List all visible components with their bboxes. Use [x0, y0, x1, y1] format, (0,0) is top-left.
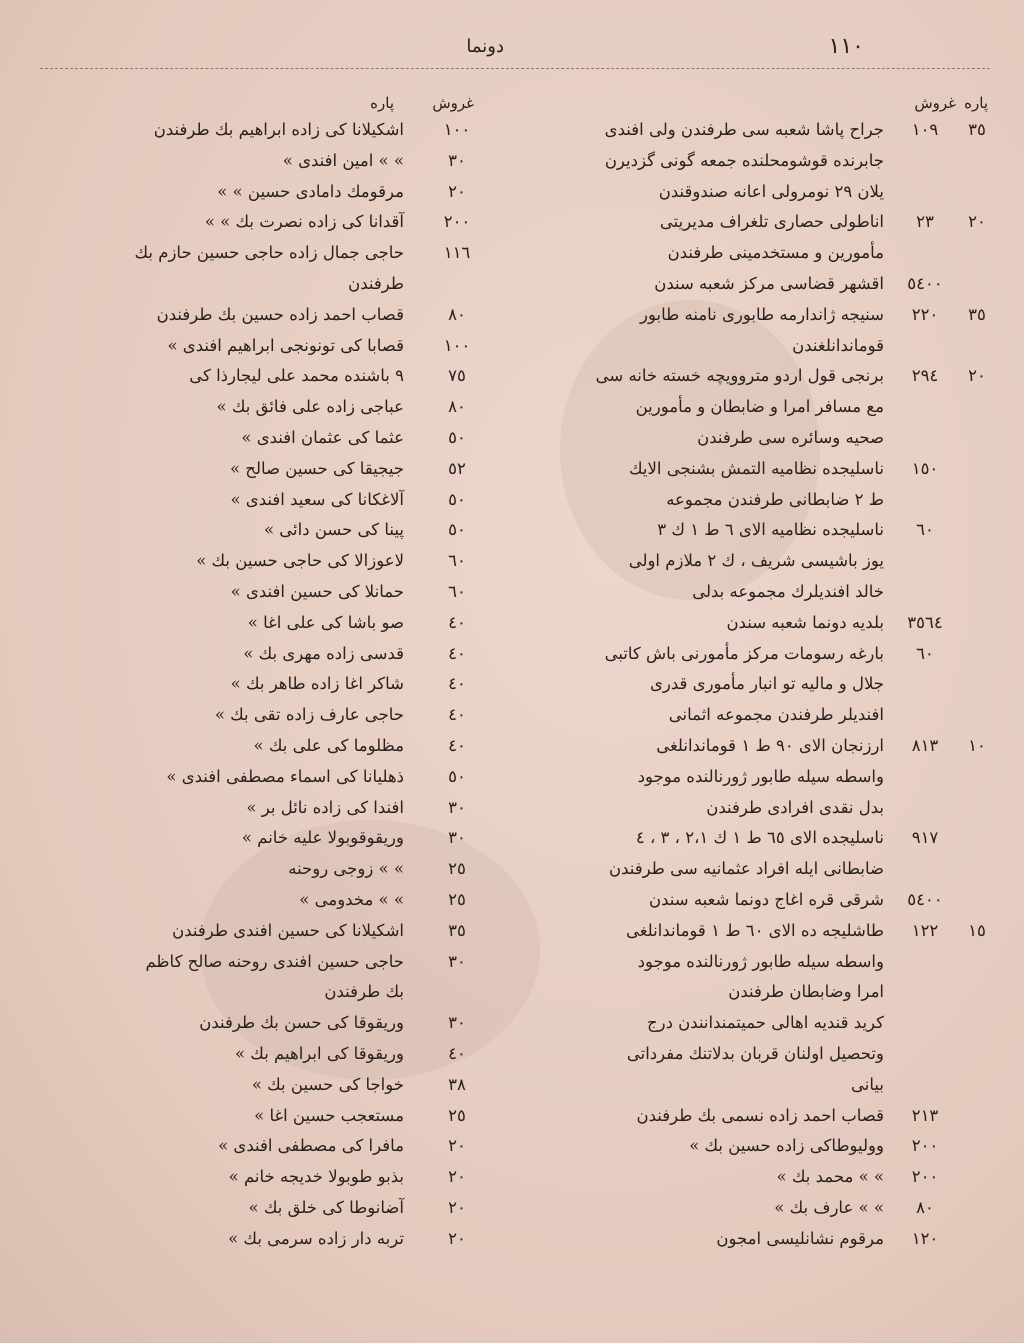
ghurush-amount: ٥٠ [448, 489, 466, 509]
donor-text: وریقوقا کی ابراهیم بك » [234, 1043, 404, 1063]
ledger-row [44, 826, 514, 857]
ghurush-amount: ٤٠ [448, 674, 466, 694]
donor-text: طرفندن [348, 273, 404, 293]
ledger-row [534, 1011, 994, 1042]
ghurush-amount: ٢٠ [448, 1167, 466, 1187]
ledger-row [44, 395, 514, 426]
ledger-row [44, 272, 514, 303]
ledger-row [44, 1165, 514, 1196]
donor-text: » » مخدومی » [299, 889, 404, 909]
ledger-row [534, 118, 994, 149]
ledger-row [534, 642, 994, 673]
page-number: ١١٠ [828, 34, 864, 59]
ledger-row [44, 457, 514, 488]
ghurush-amount: ٨٠ [448, 304, 466, 324]
ledger-row [534, 395, 994, 426]
ghurush-amount: ٢٠ [448, 181, 466, 201]
ghurush-amount: ٥٢ [448, 458, 466, 478]
ledger-row [534, 488, 994, 519]
donor-text: وریقوقا کی حسن بك طرفندن [199, 1013, 404, 1033]
ghurush-amount: ١٠٠ [443, 335, 471, 355]
ghurush-amount: ٢٥ [448, 859, 466, 879]
donor-text: قدسی زاده مهری بك » [243, 643, 404, 663]
ghurush-amount: ٣٥ [448, 920, 466, 940]
para-amount: ١٥ [968, 920, 986, 940]
ledger-row [44, 1104, 514, 1135]
ledger-row [534, 334, 994, 365]
ledger-row [534, 426, 994, 457]
donor-text: » » عارف بك » [774, 1197, 884, 1217]
ledger-row [44, 149, 514, 180]
ledger-row [534, 1227, 994, 1258]
ghurush-amount: ٢٢٠ [911, 304, 939, 324]
donor-text: قصاب احمد زاده نسمی بك طرفندن [636, 1105, 884, 1125]
ghurush-amount: ٤٠ [448, 643, 466, 663]
ghurush-amount: ١١٦ [443, 243, 471, 263]
ledger-row [44, 1134, 514, 1165]
ledger-row [44, 364, 514, 395]
donor-text: مافرا کی مصطفی افندی » [218, 1136, 404, 1156]
donor-text: آقدانا کی زاده نصرت بك » » [204, 212, 404, 232]
donor-text: وولیوطاکی زاده حسین بك » [689, 1136, 884, 1156]
ledger-row [534, 980, 994, 1011]
donor-text: ٩ باشنده محمد علی لیجارذا کی [189, 366, 404, 386]
donor-text: مرقوم نشانلیسی امجون [716, 1228, 884, 1248]
donor-text: آضانوطا کی خلق بك » [248, 1197, 404, 1217]
donor-text: مأمورین و مستخدمینی طرفندن [667, 243, 884, 263]
donor-text: » » امین افندی » [282, 150, 404, 170]
donor-text: واسطه سیله طابور ژورنالنده موجود [637, 951, 884, 971]
ledger-row [534, 1104, 994, 1135]
running-head: دونما [466, 36, 504, 57]
ledger-row [534, 796, 994, 827]
donor-text: بلدیه دونما شعبه سندن [726, 612, 884, 632]
ledger-row [534, 1165, 994, 1196]
ghurush-amount: ٢٥ [448, 889, 466, 909]
ghurush-amount: ٨١٣ [911, 735, 939, 755]
ledger-row [44, 642, 514, 673]
ledger-row [534, 303, 994, 334]
ledger-row [534, 826, 994, 857]
donor-text: وریقوقوبولا علیه خانم » [241, 828, 404, 848]
column-header [534, 94, 994, 118]
ghurush-amount: ٣٠ [448, 150, 466, 170]
ghurush-amount: ٥٠ [448, 427, 466, 447]
donor-text: یوز باشیسی شریف ، ك ٢ ملازم اولی [628, 551, 884, 571]
donor-text: مظلوما کی علی بك » [253, 735, 404, 755]
ledger-row [44, 549, 514, 580]
ledger-row [534, 919, 994, 950]
ghurush-heading: غروش [914, 94, 956, 112]
left-column [44, 94, 514, 1257]
donor-text: قصاب احمد زاده حسین بك طرفندن [156, 304, 404, 324]
ledger-row [534, 1073, 994, 1104]
ghurush-amount: ٢٠ [448, 1197, 466, 1217]
donor-text: صو باشا کی علی اغا » [247, 612, 404, 632]
ghurush-amount: ٣٨ [448, 1074, 466, 1094]
ledger-row [44, 118, 514, 149]
ledger-row [534, 272, 994, 303]
column-header [44, 94, 514, 118]
ledger-row [534, 950, 994, 981]
ledger-row [534, 1042, 994, 1073]
donor-text: حمانلا کی حسین افندی » [230, 581, 404, 601]
para-amount: ٣٥ [968, 304, 986, 324]
donor-text: ناسلیجده نظامیه الای ٦ ط ١ ك ٣ [657, 520, 884, 540]
ghurush-amount: ٢٠٠ [443, 212, 471, 232]
para-amount: ١٠ [968, 735, 986, 755]
donor-text: بدل نقدی افرادی طرفندن [706, 797, 884, 817]
donor-text: خالد افندیلرك مجموعه بدلی [692, 581, 884, 601]
donor-text: ارزنجان الای ٩٠ ط ١ قوماندانلغی [656, 735, 884, 755]
ledger-row [534, 703, 994, 734]
ledger-row [44, 303, 514, 334]
ghurush-amount: ١٠٩ [911, 120, 939, 139]
donor-text: بذبو طوبولا خدیجه خانم » [228, 1167, 404, 1187]
ledger-row [44, 703, 514, 734]
donor-text: شاکر اغا زاده طاهر بك » [230, 674, 404, 694]
donor-text: اناطولی حصاری تلغراف مدیریتی [659, 212, 884, 232]
ledger-row [534, 734, 994, 765]
ledger-row [44, 1042, 514, 1073]
ghurush-amount: ٣٠ [448, 1013, 466, 1033]
para-heading: پاره [370, 94, 394, 112]
ledger-row [44, 765, 514, 796]
ghurush-amount: ٧٥ [448, 366, 466, 386]
donor-text: سنیجه ژاندارمه طابوری نامنه طابور [640, 304, 884, 324]
ledger-row [44, 672, 514, 703]
donor-text: برنجی قول اردو متروویچه خسته خانه سی [595, 366, 884, 386]
donor-text: جلال و مالیه تو انبار مأموری قدری [650, 674, 884, 694]
donor-text: جابرنده قوشومحلنده جمعه گونی گزدیرن [604, 150, 884, 170]
ghurush-amount: ٣٠ [448, 951, 466, 971]
donor-text: حاجی جمال زاده حاجی حسین حازم بك [134, 243, 404, 263]
ledger-row [534, 149, 994, 180]
para-amount: ٢٠ [968, 212, 986, 232]
ghurush-amount: ٢١٣ [911, 1105, 939, 1125]
para-amount: ٢٠ [968, 366, 986, 386]
donor-text: لاعوزالا کی حاجی حسین بك » [196, 551, 404, 571]
donor-text: واسطه سیله طابور ژورنالنده موجود [637, 766, 884, 786]
ghurush-amount: ٢٠ [448, 1136, 466, 1156]
ledger-row [534, 364, 994, 395]
page-header [0, 34, 1024, 64]
ledger-row [534, 888, 994, 919]
ledger-row [44, 580, 514, 611]
donor-text: مع مسافر امرا و ضابطان و مأمورین [635, 397, 884, 417]
ghurush-amount: ٥٠ [448, 766, 466, 786]
ghurush-amount: ١٠٠ [443, 120, 471, 139]
ghurush-amount: ٢٥ [448, 1105, 466, 1125]
ghurush-amount: ٤٠ [448, 612, 466, 632]
ghurush-amount: ٢٣ [916, 212, 934, 232]
ledger-row [534, 518, 994, 549]
ghurush-amount: ٨٠ [448, 397, 466, 417]
ledger-row [44, 1011, 514, 1042]
donor-text: اشکیلانا کی حسین افندی طرفندن [172, 920, 404, 940]
ledger-row [44, 734, 514, 765]
ledger-row [44, 1073, 514, 1104]
ledger-row [534, 241, 994, 272]
ledger-row [44, 611, 514, 642]
donor-text: عباجی زاده علی فائق بك » [216, 397, 404, 417]
donor-text: شرقی قره اغاج دونما شعبه سندن [649, 889, 884, 909]
ghurush-amount: ٢٩٤ [911, 366, 939, 386]
ledger-row [44, 857, 514, 888]
donor-text: آلاغکانا کی سعید افندی » [230, 489, 404, 509]
donor-text: جیجیقا کی حسین صالح » [229, 458, 404, 478]
donor-text: » » محمد بك » [776, 1167, 884, 1187]
donor-text: ناسلیجده الای ٦٥ ط ١ ك ٢،١ ، ٣ ، ٤ [635, 828, 884, 848]
ledger-row [534, 580, 994, 611]
ledger-row [534, 549, 994, 580]
ghurush-amount: ٥٤٠٠ [907, 273, 943, 293]
donor-text: امرا وضابطان طرفندن [728, 982, 884, 1002]
donor-text: افندیلر طرفندن مجموعه اثمانی [668, 705, 884, 725]
donor-text: وتحصیل اولنان قربان بدلاتنك مفرداتی [626, 1043, 884, 1063]
ghurush-amount: ٤٠ [448, 735, 466, 755]
right-column [534, 94, 994, 1257]
ghurush-amount: ٤٠ [448, 705, 466, 725]
donor-text: خواجا کی حسین بك » [251, 1074, 404, 1094]
donor-text: بیانی [851, 1074, 884, 1094]
donor-text: ضابطانی ایله افراد عثمانیه سی طرفندن [608, 859, 884, 879]
donor-text: افندا کی زاده نائل بر » [246, 797, 404, 817]
ledger-row [534, 180, 994, 211]
ghurush-amount: ٣٠ [448, 797, 466, 817]
ghurush-amount: ٣٠ [448, 828, 466, 848]
ghurush-amount: ٢٠٠ [911, 1167, 939, 1187]
donor-text: ط ٢ ضابطانی طرفندن مجموعه [666, 489, 884, 509]
ghurush-amount: ٦٠ [916, 520, 934, 540]
ghurush-amount: ٢٠ [448, 1228, 466, 1248]
ledger-row [534, 210, 994, 241]
donor-text: يلان ٢٩ نومرولی اعانه صندوقندن [658, 181, 884, 201]
donor-text: اشکیلانا کی زاده ابراهیم بك طرفندن [153, 120, 404, 139]
para-heading: پاره [964, 94, 988, 112]
donor-text: مستعجب حسین اغا » [254, 1105, 404, 1125]
donor-text: جراح پاشا شعبه سی طرفندن ولی افندی [604, 120, 884, 139]
donor-text: مرقومك دامادی حسین » » [217, 181, 404, 201]
donor-text: حاجی حسین افندی روحنه صالح کاظم [145, 951, 404, 971]
ledger-row [44, 334, 514, 365]
donor-text: ذهلیانا کی اسماء مصطفی افندی » [166, 766, 404, 786]
ghurush-amount: ١٢٢ [911, 920, 939, 940]
ledger-row [44, 180, 514, 211]
ghurush-amount: ٥٠ [448, 520, 466, 540]
ghurush-amount: ١٢٠ [911, 1228, 939, 1248]
donor-text: کرید قندیه اهالی حمیتمندانندن درج [646, 1013, 884, 1033]
ghurush-amount: ١٥٠ [911, 458, 939, 478]
ledger-row [44, 241, 514, 272]
para-amount: ٣٥ [968, 120, 986, 139]
ledger-row [44, 210, 514, 241]
ledger-row [44, 888, 514, 919]
ghurush-amount: ٢٠٠ [911, 1136, 939, 1156]
ledger-row [44, 518, 514, 549]
ledger-row [534, 1196, 994, 1227]
donor-text: بك طرفندن [324, 982, 404, 1002]
donor-text: حاجی عارف زاده تقی بك » [214, 705, 404, 725]
ghurush-amount: ٦٠ [916, 643, 934, 663]
ledger-row [534, 1134, 994, 1165]
ledger-row [534, 765, 994, 796]
ghurush-amount: ٤٠ [448, 1043, 466, 1063]
ledger-row [44, 1196, 514, 1227]
ledger-row [44, 980, 514, 1011]
ghurush-amount: ٦٠ [448, 551, 466, 571]
ledger-row [44, 1227, 514, 1258]
donor-text: قصابا کی تونونجی ابراهیم افندی » [167, 335, 404, 355]
ghurush-amount: ٥٤٠٠ [907, 889, 943, 909]
ledger-row [44, 488, 514, 519]
ledger-row [534, 857, 994, 888]
donor-text: پینا کی حسن دائی » [263, 520, 404, 540]
donor-text: ناسلیجده نظامیه التمش بشنجی الایك [629, 458, 884, 478]
donor-text: تربه دار زاده سرمی بك » [228, 1228, 404, 1248]
donor-text: طاشلیجه ده الای ٦٠ ط ١ قوماندانلغی [625, 920, 884, 940]
donor-text: اقشهر قضاسی مرکز شعبه سندن [654, 273, 884, 293]
ledger-row [534, 611, 994, 642]
donor-text: صحیه وسائره سی طرفندن [697, 427, 884, 447]
ledger-row [44, 919, 514, 950]
ledger-row [44, 950, 514, 981]
header-rule [40, 68, 990, 69]
ghurush-amount: ٨٠ [916, 1197, 934, 1217]
ledger-row [534, 672, 994, 703]
ghurush-amount: ٩١٧ [911, 828, 939, 848]
ledger-row [534, 457, 994, 488]
ghurush-amount: ٣٥٦٤ [907, 612, 943, 632]
ghurush-amount: ٦٠ [448, 581, 466, 601]
donor-text: » » زوجی روحنه [288, 859, 404, 879]
ledger-row [44, 796, 514, 827]
donor-text: بارغه رسومات مرکز مأمورنی باش کاتبی [604, 643, 884, 663]
donor-text: عثما کی عثمان افندی » [241, 427, 404, 447]
donor-text: قوماندانلغندن [792, 335, 884, 355]
ledger-row [44, 426, 514, 457]
ghurush-heading: غروش [432, 94, 474, 112]
